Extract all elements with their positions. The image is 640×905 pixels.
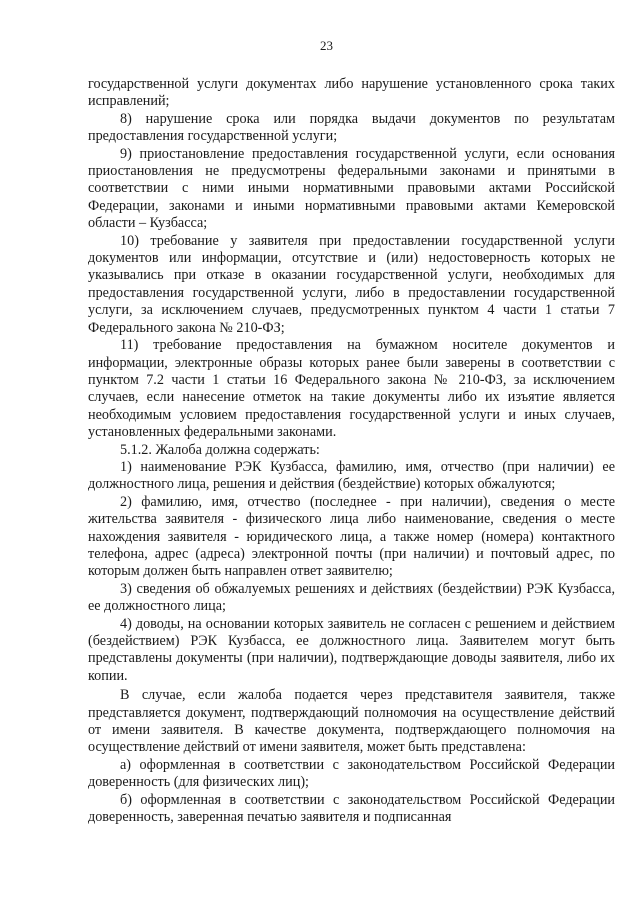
paragraph: 2) фамилию, имя, отчество (последнее - при наличии), сведения о месте жительства заявителя - физического лица либо наименование, сведения о месте нахождения заявителя - юридического лица, а также номер (номера) контактного телефона, адрес (адреса) электронной почты (при наличии) и почтовый адрес, по которым должен быть направлен ответ заявителю; (88, 493, 615, 580)
paragraph: 5.1.2. Жалоба должна содержать: (120, 441, 320, 458)
document-body (88, 76, 615, 826)
paragraph: В случае, если жалоба подается через представителя заявителя, также представляется документ, подтверждающий полномочия на осуществление действий от имени заявителя. В качестве документа, подтверждающего полномочия на осуществление действий от имени заявителя, может быть представлена: (88, 687, 615, 756)
paragraph: 4) доводы, на основании которых заявитель не согласен с решением и действием (бездействием) РЭК Кузбасса, ее должностного лица. Заявителем могут быть представлены документы (при наличии), подтверждающие доводы заявителя, либо их копии. (88, 615, 615, 684)
paragraph: 9) приостановление предоставления государственной услуги, если основания приостановления не предусмотрены федеральными законами и принятыми в соответствии с ними иными нормативными правовыми актами Российской Федерации, законами и иными нормативными правовыми актами Кемеровской области – Кузбасса; (88, 145, 615, 232)
paragraph: б) оформленная в соответствии с законодательством Российской Федерации доверенность, заверенная печатью заявителя и подписанная (88, 791, 615, 826)
paragraph: а) оформленная в соответствии с законодательством Российской Федерации доверенность (для физических лиц); (88, 756, 615, 791)
paragraph: государственной услуги документах либо нарушение установленного срока таких исправлений; (88, 76, 615, 110)
page-number: 23 (320, 38, 333, 53)
paragraph: 8) нарушение срока или порядка выдачи документов по результатам предоставления государственной услуги; (88, 110, 615, 145)
paragraph: 11) требование предоставления на бумажном носителе документов и информации, электронные образы которых ранее были заверены в соответствии с пунктом 7.2 части 1 статьи 16 Федерального закона № 210-ФЗ, за исключением случаев, если нанесение отметок на такие документы либо их изъятие является необходимым условием предоставления государственной услуги и иных случаев, установленных федеральными законами. (88, 337, 615, 441)
paragraph: 10) требование у заявителя при предоставлении государственной услуги документов или информации, отсутствие и (или) недостоверность которых не указывались при отказе в оказании государственной услуги, необходимых для предоставления государственной услуги, либо в предоставлении государственной услуги, за исключением случаев, предусмотренных пунктом 4 части 1 статьи 7 Федерального закона № 210-ФЗ; (88, 232, 615, 336)
paragraph: 1) наименование РЭК Кузбасса, фамилию, имя, отчество (при наличии) ее должностного лица, решения и действия (бездействие) которых обжалуются; (88, 458, 615, 493)
paragraph: 3) сведения об обжалуемых решениях и действиях (бездействии) РЭК Кузбасса, ее должностного лица; (88, 580, 615, 615)
